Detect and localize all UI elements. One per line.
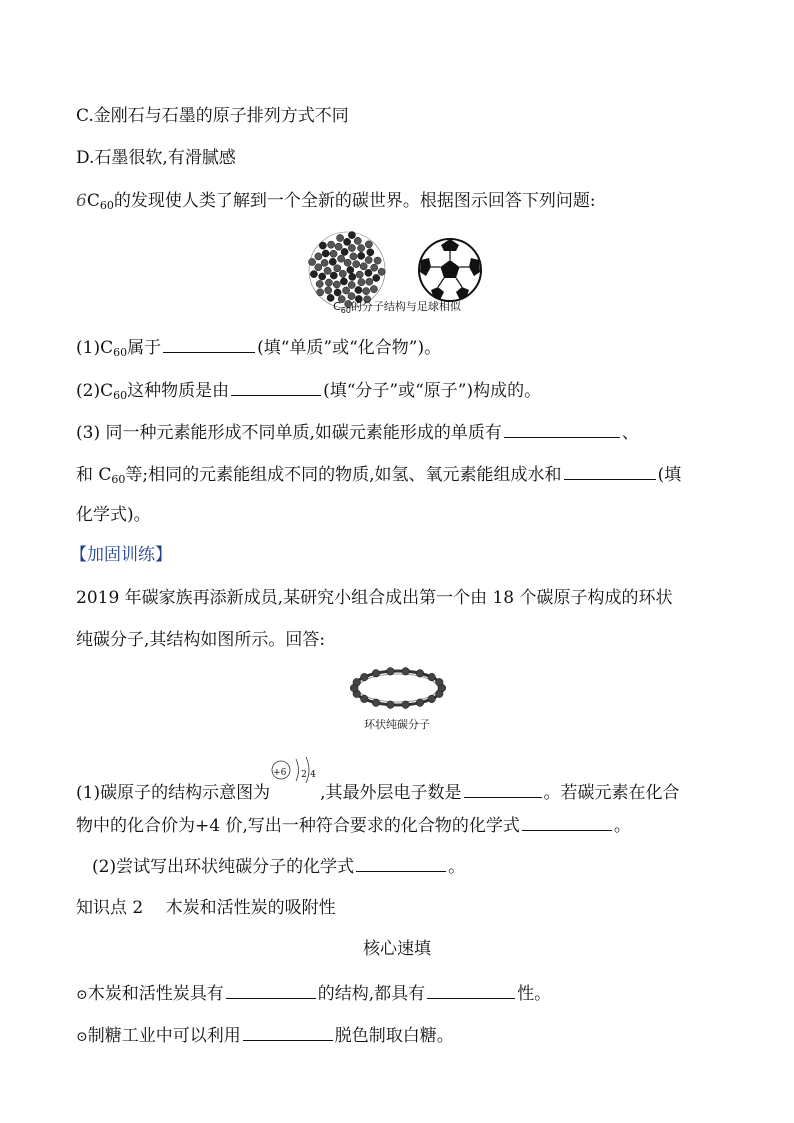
carbon-atom: [324, 267, 331, 274]
option-d: D.石墨很软,有滑腻感: [76, 148, 236, 168]
answer-blank[interactable]: [231, 377, 321, 396]
carbon-atom: [416, 699, 424, 707]
carbon-atom: [310, 271, 317, 278]
training-part-2-b: 。: [448, 857, 466, 877]
carbon-atom: [340, 278, 347, 285]
carbon-atom: [365, 241, 372, 248]
option-c: C.金刚石与石墨的原子排列方式不同: [76, 106, 349, 126]
c60-molecule-icon: [309, 232, 386, 309]
carbon-atom: [353, 261, 360, 268]
atom-shell-1: 2: [301, 770, 307, 780]
answer-blank[interactable]: [464, 779, 542, 798]
part-3-text-a: (3) 同一种元素能形成不同单质,如碳元素能形成的单质有: [76, 423, 502, 443]
training-text-2: 纯碳分子,其结构如图所示。回答:: [76, 630, 326, 650]
carbon-atom: [325, 287, 332, 294]
training-part-1-d: 物中的化合价为+4 价,写出一种符合要求的化合物的化学式: [76, 816, 520, 836]
carbon-atom: [349, 273, 356, 280]
c60-symbol: C: [86, 191, 100, 211]
answer-blank[interactable]: [427, 980, 515, 999]
question-6-part-2: [76, 377, 541, 408]
carbon-atom: [348, 232, 355, 239]
cyclocarbon-ring-icon: [350, 668, 446, 709]
part-1-subscript: 60: [113, 346, 128, 359]
carbon-atom: [334, 289, 341, 296]
training-part-1-e: 。: [613, 816, 631, 836]
carbon-atom: [356, 271, 363, 278]
carbon-atom: [416, 670, 424, 678]
carbon-atom: [316, 280, 323, 287]
carbon-atom: [334, 265, 341, 272]
carbon-atom: [361, 695, 369, 703]
carbon-atom: [387, 668, 395, 676]
carbon-atom: [341, 248, 348, 255]
knowledge-subtitle: 核心速填: [363, 939, 431, 959]
carbon-atom: [309, 258, 316, 265]
carbon-atom: [436, 678, 444, 686]
part-2-post: (填“分子”或“原子”)构成的。: [323, 381, 542, 401]
training-part-1-line-2: [76, 812, 631, 838]
training-part-1-a: (1)碳原子的结构示意图为: [76, 783, 271, 803]
question-6-part-3-line-3: 化学式)。: [76, 505, 151, 525]
part-1-post: (填“单质”或“化合物”)。: [257, 338, 442, 358]
carbon-atom: [366, 278, 373, 285]
carbon-atom: [371, 264, 378, 271]
carbon-atom: [325, 279, 332, 286]
carbon-atom: [348, 281, 355, 288]
carbon-atom: [330, 250, 337, 257]
cyclocarbon-caption: 环状纯碳分子: [364, 718, 430, 731]
carbon-atom: [353, 678, 361, 686]
carbon-atom: [358, 252, 365, 259]
part-3-c60: 和 C: [76, 465, 112, 485]
carbon-atom: [330, 272, 337, 279]
carbon-atom: [335, 243, 342, 250]
carbon-atom: [328, 241, 335, 248]
carbon-atom: [355, 286, 362, 293]
question-number: 6: [76, 191, 87, 211]
training-header: 【加固训练】: [70, 545, 172, 565]
answer-blank[interactable]: [243, 1022, 333, 1041]
answer-blank[interactable]: [163, 334, 255, 353]
carbon-atom: [322, 250, 329, 257]
carbon-atom: [365, 269, 372, 276]
carbon-atom: [344, 259, 351, 266]
part-2-prefix: (2)C: [76, 381, 114, 401]
carbon-atom: [344, 238, 351, 245]
question-6-part-1: [76, 334, 441, 365]
part-3-text-d: 等;相同的元素能组成不同的物质,如氢、氧元素能组成水和: [125, 465, 562, 485]
carbon-atom: [367, 249, 374, 256]
part-3-text-e: (填: [657, 465, 682, 485]
part-3-comma: 、: [621, 423, 639, 443]
carbon-atom: [372, 699, 380, 707]
carbon-atom: [358, 245, 365, 252]
carbon-atom: [333, 281, 340, 288]
carbon-atom-diagram: [270, 770, 320, 800]
carbon-atom: [348, 244, 355, 251]
caption-rest: 的分子结构与足球相似: [350, 300, 461, 313]
football-icon: [419, 239, 481, 301]
part-3-subscript: 60: [111, 473, 126, 486]
carbon-atom: [338, 255, 345, 262]
knowledge-point-title: 知识点 2 木炭和活性炭的吸附性: [76, 898, 336, 918]
knowledge-item-2-a: 制糖工业中可以利用: [87, 1026, 241, 1046]
part-1-prefix: (1)C: [76, 338, 114, 358]
carbon-atom: [378, 268, 385, 275]
carbon-atom: [350, 253, 357, 260]
c60-figure-caption: [0, 298, 794, 315]
carbon-atom: [387, 701, 395, 709]
question-6-stem: [76, 189, 596, 218]
caption-c: C: [333, 300, 341, 313]
part-1-mid: 属于: [127, 338, 162, 358]
carbon-atom: [315, 264, 322, 271]
bullet-icon: ⊙: [76, 1029, 88, 1045]
carbon-atom: [373, 274, 380, 281]
training-text-1: 2019 年碳家族再添新成员,某研究小组合成出第一个由 18 个碳原子构成的环状: [76, 588, 673, 608]
answer-blank[interactable]: [504, 419, 620, 438]
carbon-atom: [402, 668, 410, 676]
knowledge-item-1-c: 性。: [517, 984, 552, 1004]
answer-blank[interactable]: [226, 980, 316, 999]
carbon-atom: [319, 242, 326, 249]
question-6-part-3: [76, 419, 639, 445]
knowledge-item-1-b: 的结构,都具有: [317, 984, 426, 1004]
c60-subscript: 60: [99, 199, 114, 212]
carbon-atom: [374, 257, 381, 264]
bullet-icon: ⊙: [76, 987, 88, 1003]
part-2-mid: 这种物质是由: [127, 381, 230, 401]
carbon-atom: [317, 289, 324, 296]
carbon-atom: [358, 279, 365, 286]
training-part-1-b: ,其最外层电子数是: [320, 783, 462, 803]
carbon-atom: [337, 234, 344, 241]
question-6-text: 的发现使人类了解到一个全新的碳世界。根据图示回答下列问题:: [113, 191, 596, 211]
answer-blank[interactable]: [564, 461, 656, 480]
carbon-atom: [315, 253, 322, 260]
carbon-atom: [428, 695, 436, 703]
training-part-2-a: (2)尝试写出环状纯碳分子的化学式: [92, 857, 355, 877]
answer-blank[interactable]: [356, 853, 446, 872]
carbon-atom: [339, 270, 346, 277]
training-part-2: [92, 853, 465, 879]
carbon-atom: [321, 259, 328, 266]
carbon-atom: [354, 237, 361, 244]
carbon-atom: [361, 673, 369, 681]
question-6-part-3-line-2: [76, 461, 681, 492]
knowledge-item-1: [76, 980, 551, 1007]
carbon-atom: [343, 287, 350, 294]
knowledge-item-2-b: 脱色制取白糖。: [334, 1026, 454, 1046]
atom-shell-2: 4: [310, 770, 316, 780]
carbon-atom: [402, 701, 410, 709]
carbon-atom: [370, 286, 377, 293]
carbon-atom: [428, 673, 436, 681]
carbon-atom: [319, 273, 326, 280]
cyclocarbon-figure: [0, 660, 794, 720]
part-2-subscript: 60: [113, 389, 128, 402]
carbon-atom: [372, 670, 380, 678]
caption-sub: 60: [340, 306, 351, 315]
carbon-atom: [436, 690, 444, 698]
answer-blank[interactable]: [522, 812, 612, 831]
carbon-atom: [347, 266, 354, 273]
atom-nucleus-charge: +6: [273, 768, 287, 778]
knowledge-item-1-a: 木炭和活性炭具有: [87, 984, 224, 1004]
knowledge-item-2: [76, 1022, 454, 1049]
carbon-atom: [365, 256, 372, 263]
carbon-atom: [360, 263, 367, 270]
carbon-atom: [329, 258, 336, 265]
training-part-1: [76, 770, 680, 805]
training-part-1-c: 。若碳元素在化合: [543, 783, 680, 803]
carbon-atom: [363, 288, 370, 295]
